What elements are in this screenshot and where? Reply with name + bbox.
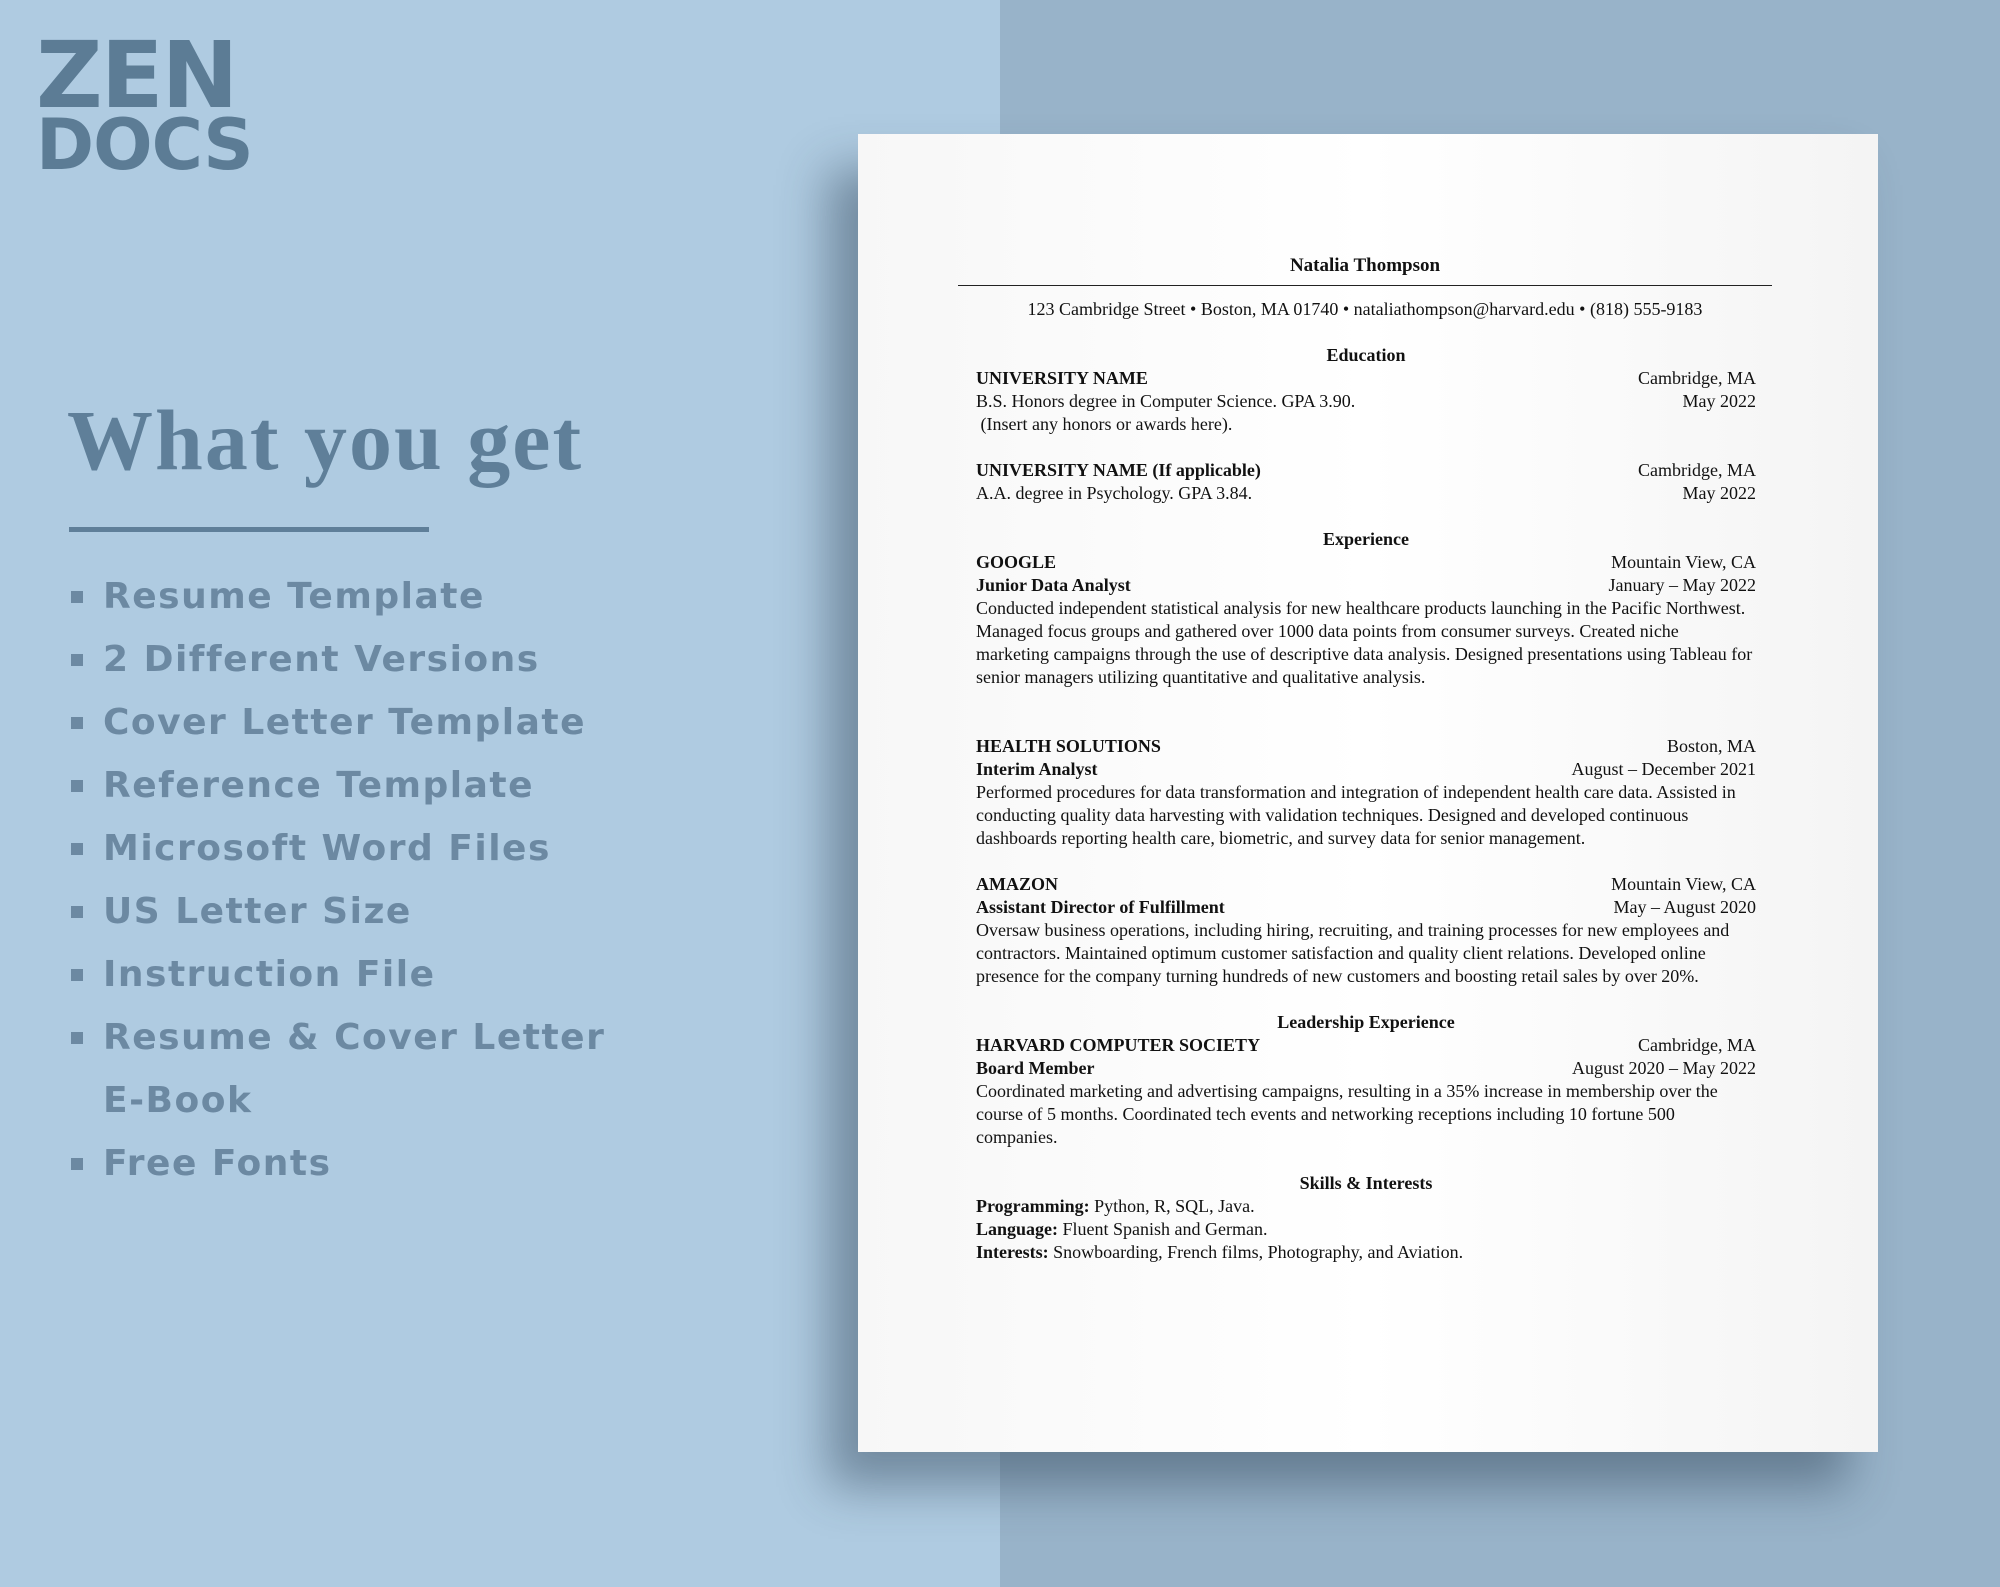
bullet-icon (71, 780, 83, 792)
feature-item: Free Fonts (69, 1132, 605, 1195)
exp-row (976, 551, 1756, 574)
feature-item: US Letter Size (69, 880, 605, 943)
lead-role: Board Member (976, 1058, 1095, 1078)
bullet-icon (71, 843, 83, 855)
feature-item: Instruction File (69, 943, 605, 1006)
feature-item: Cover Letter Template (69, 691, 605, 754)
company-name: HEALTH SOLUTIONS (976, 736, 1161, 756)
job-description: Performed procedures for data transformation and integration of independent health care data. Assisted in conducting quality data harvesting with validation techniques. Designed and developed continuous dashboards reporting health care, biometric, and survey data for senior management. (976, 782, 1736, 848)
org-name: HARVARD COMPUTER SOCIETY (976, 1035, 1261, 1055)
job-dates: August – December 2021 (1571, 759, 1756, 779)
skill-value: Fluent Spanish and German. (1058, 1219, 1268, 1239)
zendocs-logo (36, 22, 253, 186)
name-divider (958, 285, 1772, 286)
feature-item-continued: E-Book (103, 1080, 253, 1121)
headline-underline (69, 527, 429, 532)
lead-row (976, 1034, 1756, 1057)
exp-row (976, 735, 1756, 758)
lead-description: Coordinated marketing and advertising campaigns, resulting in a 35% increase in membership over the course of 5 months. Coordinated tech events and networking receptions including 10 fortune 500 companies. (976, 1081, 1718, 1147)
education-heading: Education (1326, 345, 1406, 365)
resume-contact: 123 Cambridge Street • Boston, MA 01740 • nataliathompson@harvard.edu • (818) 555-9183 (1027, 299, 1703, 319)
company-name: GOOGLE (976, 552, 1057, 572)
company-location: Mountain View, CA (1611, 874, 1756, 894)
school-location: Cambridge, MA (1638, 368, 1756, 388)
job-title: Interim Analyst (976, 759, 1098, 779)
logo-line-2: DOCS (36, 104, 253, 186)
skill-line (976, 1241, 1756, 1264)
skills-heading: Skills & Interests (1299, 1173, 1433, 1193)
resume-content (958, 254, 1772, 1264)
edu-row (976, 459, 1756, 482)
exp-row (976, 896, 1756, 919)
job-dates: May – August 2020 (1613, 897, 1756, 917)
skill-line (976, 1218, 1756, 1241)
skill-label: Language: (976, 1219, 1059, 1239)
exp-row (976, 758, 1756, 781)
job-description: Oversaw business operations, including hiring, recruiting, and training processes for new employees and contractors. Maintained optimum customer satisfaction and quality client relations. Developed online presence for the company turning hundreds of new customers and boosting retail sales by over 20%. (976, 920, 1730, 986)
company-location: Mountain View, CA (1611, 552, 1756, 572)
skill-label: Programming: (976, 1196, 1090, 1216)
school-name: UNIVERSITY NAME (If applicable) (976, 460, 1261, 480)
bullet-icon (71, 654, 83, 666)
lead-row (976, 1057, 1756, 1080)
bullet-icon (71, 717, 83, 729)
bullet-icon (71, 1158, 83, 1170)
skill-value: Python, R, SQL, Java. (1089, 1196, 1255, 1216)
degree: A.A. degree in Psychology. GPA 3.84. (976, 483, 1253, 503)
resume-page (858, 134, 1878, 1452)
job-title: Junior Data Analyst (976, 575, 1131, 595)
resume-name: Natalia Thompson (1289, 255, 1441, 276)
skill-label: Interests: (976, 1242, 1049, 1262)
feature-item: 2 Different Versions (69, 628, 605, 691)
degree-date: May 2022 (1682, 391, 1756, 411)
feature-list (69, 565, 605, 1195)
leadership-heading: Leadership Experience (1277, 1012, 1455, 1032)
experience-heading: Experience (1323, 529, 1409, 549)
skill-line (976, 1195, 1756, 1218)
edu-row (976, 367, 1756, 390)
bullet-icon (71, 969, 83, 981)
skill-value: Snowboarding, French films, Photography, and Aviation. (1048, 1242, 1464, 1262)
degree-date: May 2022 (1682, 483, 1756, 503)
bullet-icon (71, 1032, 83, 1044)
company-name: AMAZON (976, 874, 1058, 894)
org-location: Cambridge, MA (1638, 1035, 1756, 1055)
feature-item: Reference Template (69, 754, 605, 817)
degree: B.S. Honors degree in Computer Science. GPA 3.90. (976, 391, 1356, 411)
bullet-icon (71, 906, 83, 918)
feature-item: Microsoft Word Files (69, 817, 605, 880)
edu-row (976, 482, 1756, 505)
honors-note: (Insert any honors or awards here). (976, 414, 1233, 434)
bullet-icon (71, 591, 83, 603)
job-title: Assistant Director of Fulfillment (976, 897, 1225, 917)
edu-row (976, 390, 1756, 413)
exp-row (976, 574, 1756, 597)
school-location: Cambridge, MA (1638, 460, 1756, 480)
school-name: UNIVERSITY NAME (976, 368, 1148, 388)
logo-line-1: ZEN (36, 22, 237, 129)
feature-item: Resume Template (69, 565, 605, 628)
job-dates: January – May 2022 (1608, 575, 1756, 595)
headline: What you get (67, 392, 584, 488)
exp-row (976, 873, 1756, 896)
feature-item: Resume & Cover Letter E-Book (69, 1006, 605, 1132)
company-location: Boston, MA (1666, 736, 1756, 756)
lead-dates: August 2020 – May 2022 (1572, 1058, 1756, 1078)
job-description: Conducted independent statistical analysis for new healthcare products launching in the Pacific Northwest. Managed focus groups and gathered over 1000 data points from consumer surveys. Created niche marketing campaigns through the use of descriptive data analysis. Designed presentations using Tableau for senior managers utilizing quantitative and qualitative analysis. (976, 598, 1753, 687)
